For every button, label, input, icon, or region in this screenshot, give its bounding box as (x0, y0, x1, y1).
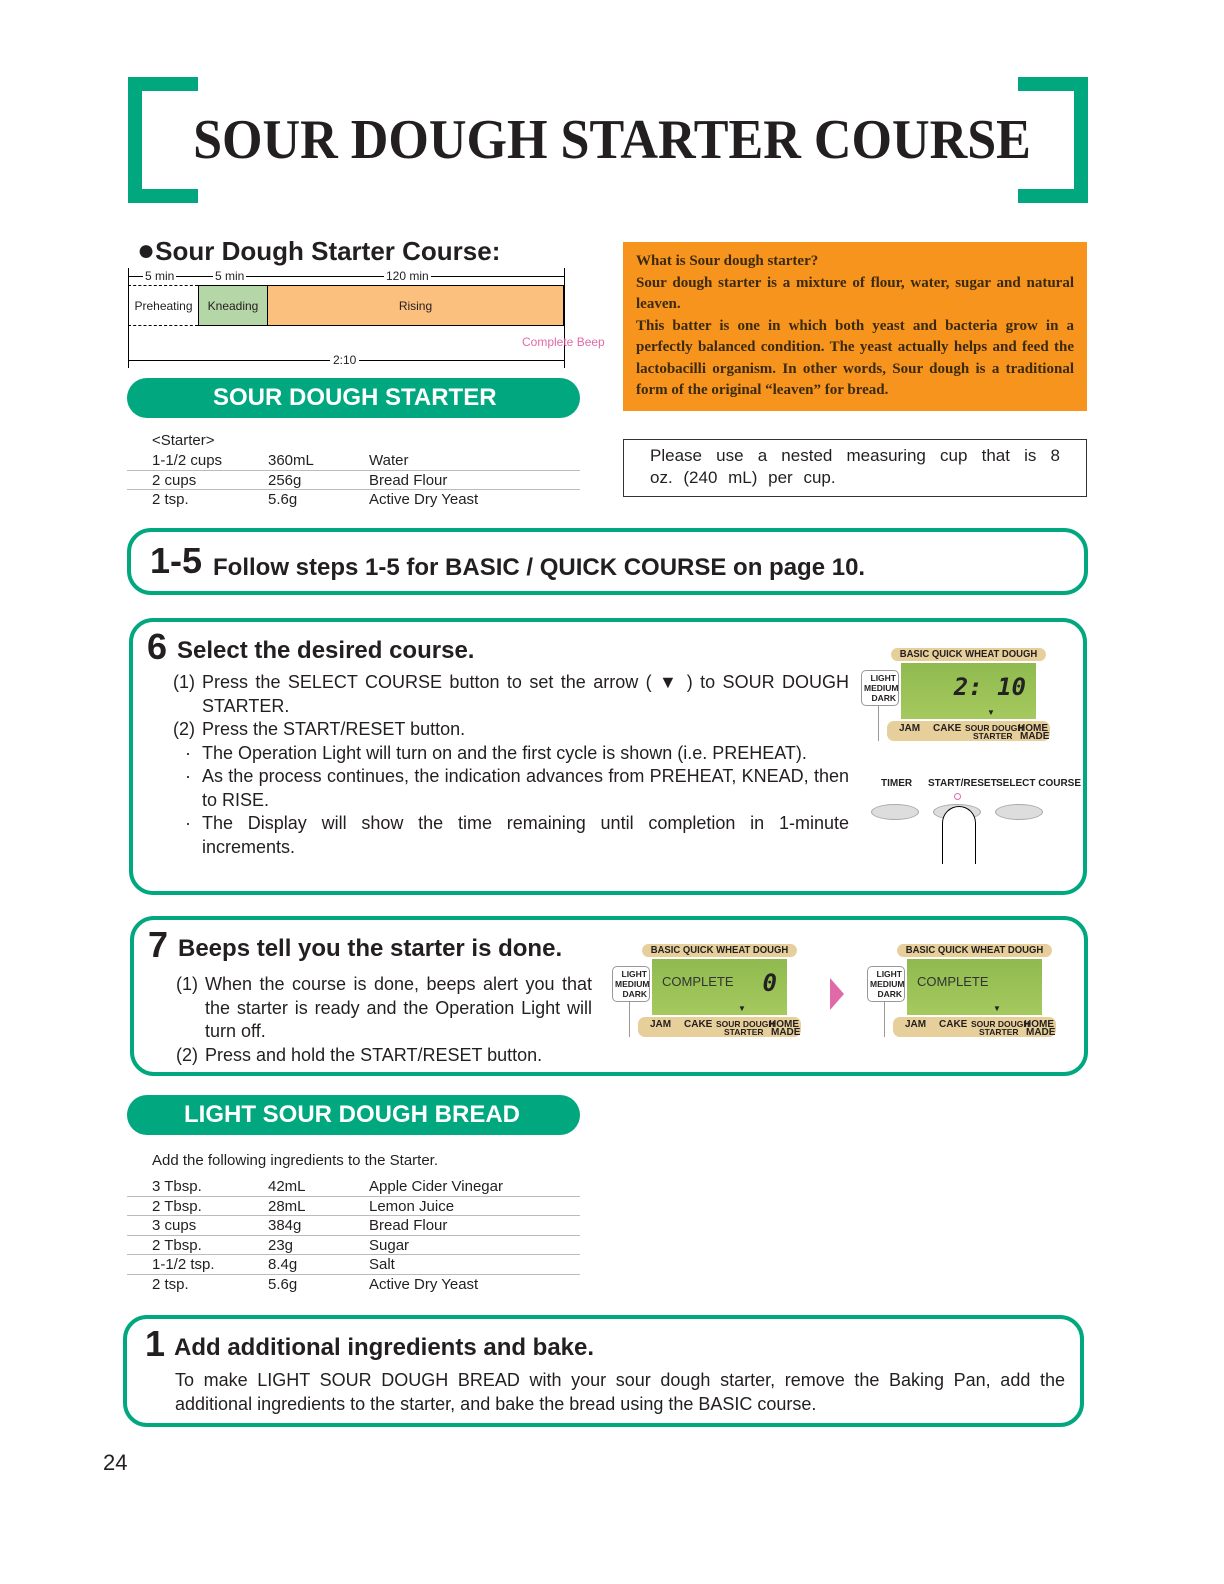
table-cell: 256g (268, 471, 302, 489)
table-cell: 5.6g (268, 1275, 298, 1293)
lcd-digits: 0 (762, 969, 777, 997)
item-marker: (1) (176, 974, 198, 994)
table-cell: 2 Tbsp. (152, 1236, 202, 1254)
course-labels-top: BASIC QUICK WHEAT DOUGH (891, 648, 1046, 661)
phase-preheating: Preheating (128, 285, 198, 326)
list-item (173, 742, 849, 766)
operation-light (954, 793, 961, 800)
list-item (173, 718, 849, 742)
crust-tag: LIGHT MEDIUM DARK (861, 670, 899, 706)
display-panel-complete-0 (612, 944, 812, 1044)
item-text: The Display will show the time remaining until completion in 1-minute increments. (202, 813, 849, 857)
item-marker: (2) (173, 719, 195, 739)
course-arrow-icon: ▼ (738, 1004, 746, 1013)
timeline: 5 min 5 min 120 min Preheating Kneading Rising Complete Beep 2:10 (128, 268, 568, 368)
list-item (176, 973, 592, 1044)
table-cell: 42mL (268, 1178, 306, 1195)
step-6-box: 6 Select the desired course. (1) Press the SELECT COURSE button to set the arrow ( ▼ ) to SOUR DOUGH STARTER. (2) Press the START/RESET button. · The Operation Light will turn on and the first cycle is shown (i.e. PREHEAT). · As the process continues, the indication advances from PREHEAT, KNEAD, then to RISE. · The Display will show the time remaining until completion in 1-minute increments. BASIC QUICK WHEAT DOUGH LIGHT MEDIUM DARK 2: 10 ▼ JAM CAKE SOUR DOUGH STARTER HOME MADE TIMER START/RESET SELECT COURSE (129, 618, 1087, 895)
course-labels-top: BASIC QUICK WHEAT DOUGH (642, 944, 797, 957)
table-row (127, 451, 580, 471)
list-item (176, 1044, 592, 1068)
table-cell: 23g (268, 1236, 294, 1254)
list-item (173, 812, 849, 859)
table-cell: Salt (369, 1256, 395, 1273)
display-panel-complete (867, 944, 1067, 1044)
complete-beep-label: Complete Beep (522, 335, 605, 349)
table-row (127, 1255, 580, 1275)
finger-icon (942, 806, 976, 864)
lcd-screen (652, 959, 787, 1015)
list-item (173, 671, 849, 718)
arrow-right-icon (830, 978, 844, 1010)
table-row (127, 1275, 580, 1295)
item-marker: · (185, 766, 191, 786)
select-course-button[interactable] (995, 804, 1043, 820)
phase-rising: Rising (267, 285, 564, 326)
table-cell: 1-1/2 tsp. (152, 1256, 215, 1273)
starter-table: <Starter> 1-1/2 cups 360mL Water 2 cups 256g Bread Flour 2 tsp. 5.6g Active Dry Yeast (127, 432, 580, 510)
table-cell: 8.4g (268, 1256, 298, 1273)
course-labels-bottom: JAM CAKE SOUR DOUGH STARTER HOME MADE (638, 1017, 801, 1037)
item-marker: · (185, 813, 191, 833)
course-heading: ●Sour Dough Starter Course: (137, 234, 501, 267)
table-cell: Sugar (369, 1236, 410, 1254)
table-cell: 2 Tbsp. (152, 1197, 202, 1215)
lcd-text: COMPLETE (917, 974, 989, 989)
table-cell: Bread Flour (369, 1217, 448, 1234)
item-text: Press the START/RESET button. (202, 719, 466, 739)
lcd-screen (901, 663, 1036, 719)
lcd-text: COMPLETE (662, 974, 734, 989)
course-arrow-icon: ▼ (987, 708, 995, 717)
table-row (127, 1177, 580, 1197)
table-cell: Water (369, 452, 409, 469)
table-cell: 5.6g (268, 491, 298, 508)
table-cell: 2 tsp. (152, 1275, 189, 1293)
table-cell: 3 cups (152, 1217, 197, 1234)
table-cell: 2 tsp. (152, 491, 189, 508)
timer-button[interactable] (871, 804, 919, 820)
bread-table: Add the following ingredients to the Starter. 3 Tbsp. 42mL Apple Cider Vinegar 2 Tbsp. 28mL Lemon Juice 3 cups 384g Bread Flour 2 Tbsp. 23g Sugar 1-1/2 tsp. 8.4g Salt 2 tsp. 5.6g Active Dry Yeast (127, 1152, 580, 1294)
page-number: 24 (103, 1450, 128, 1475)
item-marker: (1) (173, 672, 195, 692)
table-cell: 384g (268, 1217, 302, 1234)
table-cell: 1-1/2 cups (152, 452, 223, 469)
table-row (127, 471, 580, 491)
course-arrow-icon: ▼ (993, 1004, 1001, 1013)
table-row (127, 1197, 580, 1217)
lcd-screen (907, 959, 1042, 1015)
item-text: As the process continues, the indication advances from PREHEAT, KNEAD, then to RISE. (202, 766, 849, 810)
item-text: Press the SELECT COURSE button to set the arrow ( ▼ ) to SOUR DOUGH STARTER. (202, 672, 849, 716)
course-labels-bottom: JAM CAKE SOUR DOUGH STARTER HOME MADE (887, 721, 1050, 741)
item-text: Press and hold the START/RESET button. (205, 1044, 543, 1065)
table-cell: 2 cups (152, 471, 197, 489)
course-labels-top: BASIC QUICK WHEAT DOUGH (897, 944, 1052, 957)
final-step-box: 1 Add additional ingredients and bake. To make LIGHT SOUR DOUGH BREAD with your sour dough starter, remove the Baking Pan, add the additional ingredients to the starter, and bake the bread using the BASIC course. (123, 1315, 1084, 1427)
table-cell: 28mL (268, 1197, 306, 1215)
table-cell: Lemon Juice (369, 1197, 455, 1215)
table-row (127, 1236, 580, 1256)
table-row (127, 1216, 580, 1236)
crust-tag: LIGHT MEDIUM DARK (612, 966, 650, 1002)
total-time: 2:10 (330, 353, 359, 367)
item-marker: (2) (176, 1044, 198, 1065)
measuring-note: Please use a nested measuring cup that is 8 oz. (240 mL) per cup. (623, 439, 1087, 497)
item-text: The Operation Light will turn on and the first cycle is shown (i.e. PREHEAT). (202, 742, 807, 763)
table-row (127, 490, 580, 510)
table-cell: 3 Tbsp. (152, 1178, 202, 1195)
lcd-digits: 2: 10 (953, 673, 1026, 701)
starter-heading: SOUR DOUGH STARTER (127, 378, 580, 418)
phase-kneading: Kneading (198, 285, 268, 326)
table-cell: Apple Cider Vinegar (369, 1178, 503, 1195)
table-cell: 360mL (268, 452, 314, 469)
table-cell: Bread Flour (369, 471, 448, 489)
info-box: What is Sour dough starter? Sour dough starter is a mixture of flour, water, sugar and natural leaven. This batter is one in which both yeast and bacteria grow in a perfectly balanced condition. The yeast actually helps and feed the lactobacilli organism. In other words, Sour dough is a traditional form of the original “leaven” for bread. (623, 242, 1087, 411)
bread-heading: LIGHT SOUR DOUGH BREAD (127, 1095, 580, 1135)
item-text: When the course is done, beeps alert you that the starter is ready and the Operation Light will turn off. (205, 974, 592, 1041)
list-item (173, 765, 849, 812)
page-title: SOUR DOUGH STARTER COURSE (193, 109, 1031, 171)
display-panel (861, 648, 1061, 748)
step-1-5-box: 1-5 Follow steps 1-5 for BASIC / QUICK COURSE on page 10. (127, 528, 1088, 595)
item-marker: · (185, 742, 191, 763)
course-labels-bottom: JAM CAKE SOUR DOUGH STARTER HOME MADE (893, 1017, 1056, 1037)
crust-tag: LIGHT MEDIUM DARK (867, 966, 905, 1002)
table-cell: Active Dry Yeast (369, 1275, 479, 1293)
table-cell: Active Dry Yeast (369, 491, 479, 508)
step-7-box: 7 Beeps tell you the starter is done. (1) When the course is done, beeps alert you that the starter is ready and the Operation Light will turn off. (2) Press and hold the START/RESET button. BASIC QUICK WHEAT DOUGH LIGHT MEDIUM DARK COMPLETE 0 ▼ JAM CAKE SOUR DOUGH STARTER HOME MADE BASIC QUICK WHEAT DOUGH LIGHT MEDIUM DARK COMPLETE ▼ JAM CAKE SOUR DOUGH STARTER HOME MADE (130, 916, 1088, 1076)
